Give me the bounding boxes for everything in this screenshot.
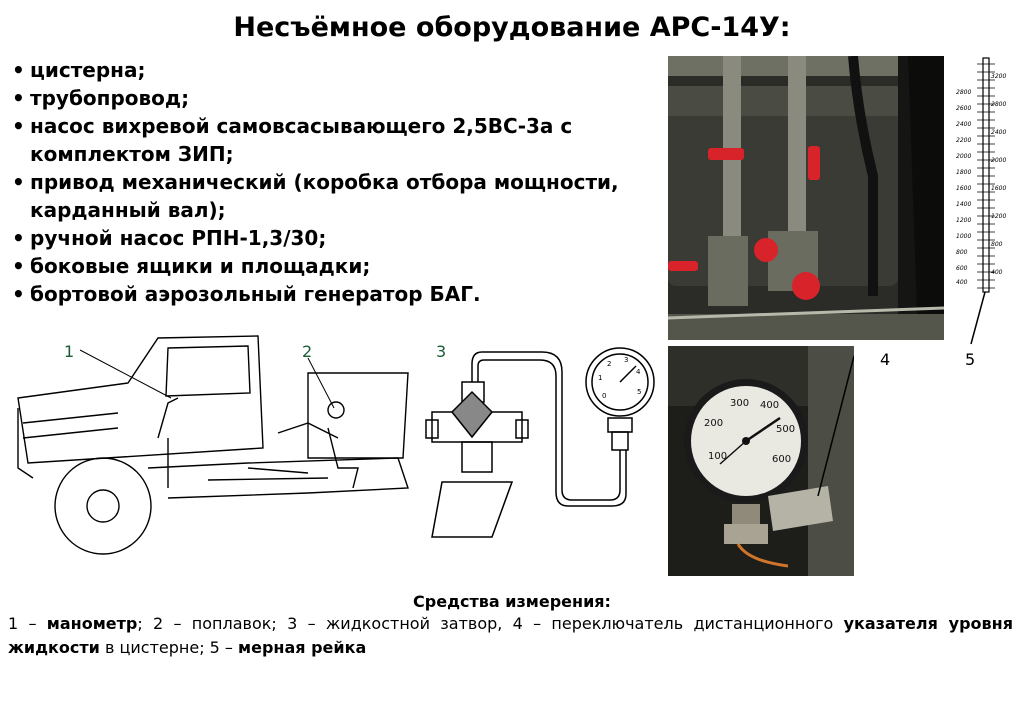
gauge-dial-label: 300 [730, 398, 750, 409]
rod-label: 1600 [991, 185, 1007, 192]
measure-term: манометр [46, 614, 138, 633]
rod-label: 1200 [991, 213, 1007, 220]
callout-4: 4 [880, 350, 891, 369]
rod-label: 400 [956, 279, 968, 286]
measure-text: ; 2 – поплавок; 3 – жидкостной затвор, 4 – переключатель дистанционного [137, 614, 844, 633]
gauge-scale-label: 2 [607, 360, 612, 368]
rod-label: 2800 [991, 101, 1007, 108]
tank-photo [668, 56, 944, 340]
gauge-scale-label: 4 [636, 368, 641, 376]
gauge-dial-label: 100 [708, 451, 728, 462]
rod-label: 1800 [956, 169, 972, 176]
gauge-dial-label: 200 [704, 418, 724, 429]
rod-label: 2400 [991, 129, 1007, 136]
truck-drawing [8, 328, 413, 560]
rod-label: 800 [956, 249, 968, 256]
measuring-rod [955, 56, 1017, 346]
rod-label: 1600 [956, 185, 972, 192]
gauge-scale-label: 1 [598, 374, 603, 382]
rod-label: 2000 [991, 157, 1007, 164]
rod-label: 3200 [991, 73, 1007, 80]
measure-text: 1 – [8, 614, 47, 633]
rod-label: 800 [991, 241, 1003, 248]
seal-gauge-drawing [422, 342, 662, 542]
gauge-dial-label: 600 [772, 454, 792, 465]
rod-label: 400 [991, 269, 1003, 276]
list-item: • бортовой аэрозольный генератор БАГ. [10, 280, 650, 308]
list-item: • цистерна; [10, 56, 650, 84]
rod-label: 600 [956, 265, 968, 272]
list-item: • насос вихревой самовсасывающего 2,5ВС-3а с комплектом ЗИП; [10, 112, 650, 168]
rod-label: 2800 [956, 89, 972, 96]
gauge-scale-label: 5 [637, 388, 642, 396]
equipment-list [10, 56, 650, 308]
measure-heading: Средства измерения: [413, 592, 611, 611]
list-item: • боковые ящики и площадки; [10, 252, 650, 280]
measure-term: указателя уровня жидкости [8, 614, 1013, 657]
list-item: • привод механический (коробка отбора мощности, карданный вал); [10, 168, 650, 224]
rod-label: 2000 [956, 153, 972, 160]
callout-2: 2 [302, 342, 313, 361]
list-item: • ручной насос РПН-1,3/30; [10, 224, 650, 252]
page-title: Несъёмное оборудование АРС-14У: [233, 12, 791, 43]
rod-label: 1400 [956, 201, 972, 208]
rod-label: 2400 [956, 121, 972, 128]
measure-term: мерная рейка [238, 638, 367, 657]
measure-text: в цистерне; 5 – [99, 638, 239, 657]
gauge-dial-label: 400 [760, 400, 780, 411]
gauge-scale-label: 0 [602, 392, 607, 400]
callout-3: 3 [436, 342, 447, 361]
gauge-scale-label: 3 [624, 356, 629, 364]
measure-description [8, 612, 1013, 660]
rod-label: 2200 [956, 137, 972, 144]
callout-1: 1 [64, 342, 75, 361]
rod-label: 2600 [956, 105, 972, 112]
list-item: • трубопровод; [10, 84, 650, 112]
rod-label: 1000 [956, 233, 972, 240]
gauge-photo [668, 346, 854, 576]
rod-label: 1200 [956, 217, 972, 224]
callout-5: 5 [965, 350, 976, 369]
gauge-dial-label: 500 [776, 424, 796, 435]
